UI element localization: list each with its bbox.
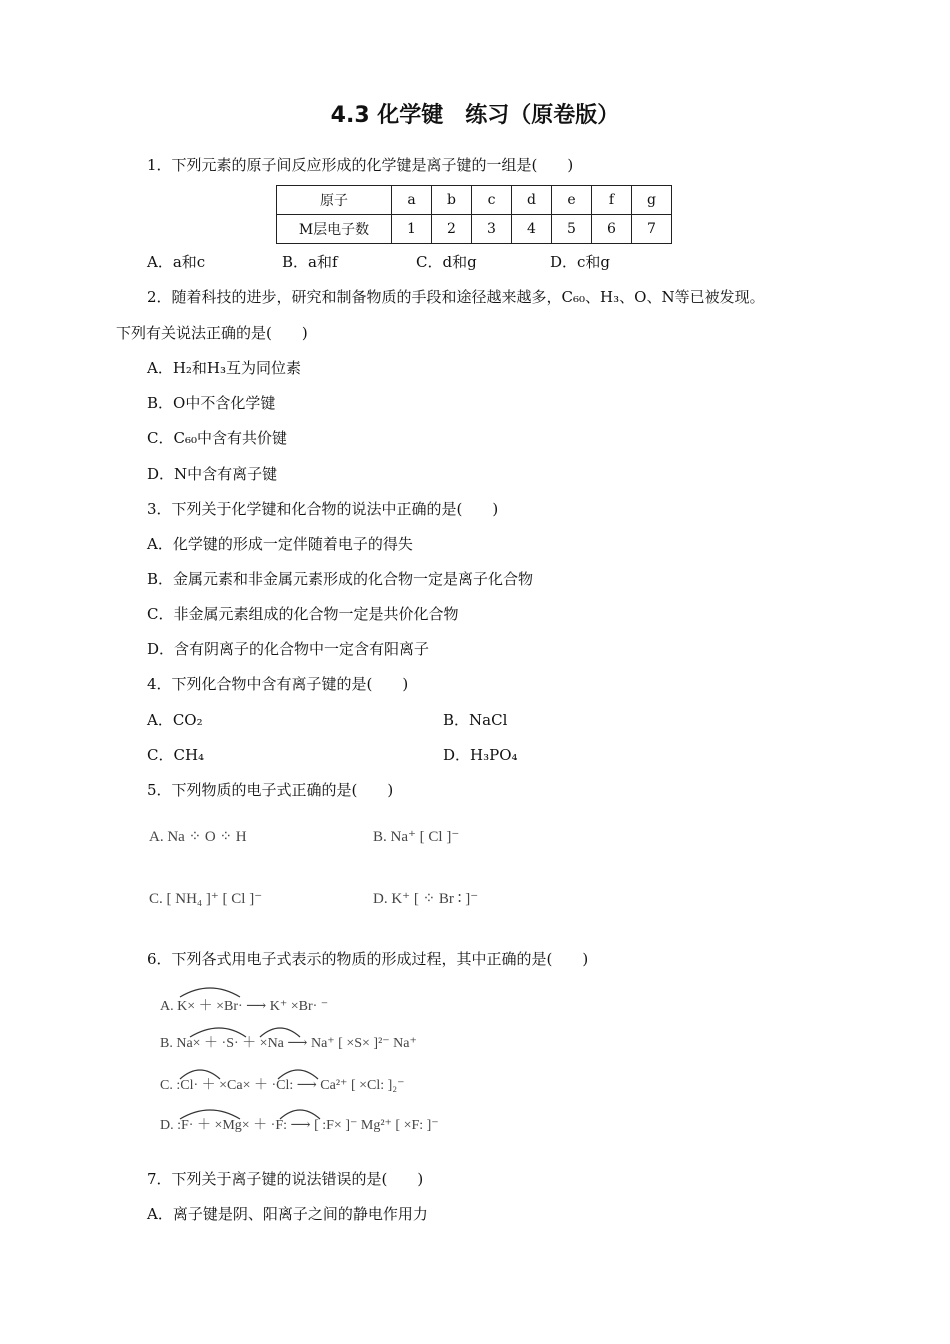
q3-option-b: B．金属元素和非金属元素形成的化合物一定是离子化合物 <box>147 570 534 588</box>
q2-option-b: B．O中不含化学键 <box>147 394 276 412</box>
table-cell: 3 <box>472 215 512 244</box>
q5-option-b-formula: B. Na⁺ [ Cl ]⁻ <box>373 829 460 845</box>
q5-option-a-formula: A. Na ⁘ O ⁘ H <box>149 829 247 845</box>
table-cell: M层电子数 <box>277 215 392 244</box>
table-cell: 1 <box>392 215 432 244</box>
q5-stem: 5．下列物质的电子式正确的是( ) <box>147 781 394 799</box>
q7-stem: 7．下列关于离子键的说法错误的是( ) <box>147 1170 424 1188</box>
m-shell-electron-table <box>276 185 672 244</box>
table-cell: c <box>472 186 512 215</box>
table-cell: e <box>552 186 592 215</box>
q1-option-c: C．d和g <box>416 253 477 271</box>
q1-option-b: B．a和f <box>282 253 338 271</box>
q4-option-d: D．H₃PO₄ <box>443 746 518 764</box>
q2-option-c: C．C₆₀中含有共价键 <box>147 429 287 447</box>
q2-option-a: A．H₂和H₃互为同位素 <box>147 359 302 377</box>
q5-option-c-formula: C. [ NH₄ ]⁺ [ Cl ]⁻ <box>149 891 263 907</box>
q2-stem-line1: 2．随着科技的进步，研究和制备物质的手段和途径越来越多，C₆₀、H₃、O、N等已被发现。 <box>147 288 765 306</box>
q4-option-b: B．NaCl <box>443 711 508 729</box>
table-cell: 7 <box>632 215 672 244</box>
table-cell: f <box>592 186 632 215</box>
table-header-row <box>277 186 672 215</box>
q6-option-c-process: C. :Cl· ＋ ×Ca× ＋ ·Cl: ⟶ Ca²⁺ [ ×Cl: ]₂⁻ <box>160 1078 405 1093</box>
q6-option-b-process: B. Na× ＋ ·S· ＋ ×Na ⟶ Na⁺ [ ×S× ]²⁻ Na⁺ <box>160 1036 417 1051</box>
q4-stem: 4．下列化合物中含有离子键的是( ) <box>147 675 409 693</box>
table-cell: 2 <box>432 215 472 244</box>
q2-stem-line2: 下列有关说法正确的是( ) <box>116 324 308 342</box>
q6-formation-figure <box>150 985 510 1135</box>
page-title: 4.3 化学键 练习（原卷版） <box>330 103 620 128</box>
q3-option-d: D．含有阴离子的化合物中一定含有阳离子 <box>147 640 430 658</box>
q1-option-d: D．c和g <box>550 253 611 271</box>
q6-option-d-process: D. :F· ＋ ×Mg× ＋ ·F: ⟶ [ :F× ]⁻ Mg²⁺ [ ×F: ]⁻ <box>160 1118 439 1133</box>
table-cell: a <box>392 186 432 215</box>
q3-option-c: C．非金属元素组成的化合物一定是共价化合物 <box>147 605 459 623</box>
q4-option-c: C．CH₄ <box>147 746 205 764</box>
table-cell: 4 <box>512 215 552 244</box>
table-cell: g <box>632 186 672 215</box>
q7-option-a: A．离子键是阴、阳离子之间的静电作用力 <box>147 1205 428 1223</box>
q3-option-a: A．化学键的形成一定伴随着电子的得失 <box>147 535 413 553</box>
table-cell: 5 <box>552 215 592 244</box>
table-cell: d <box>512 186 552 215</box>
q1-stem: 1．下列元素的原子间反应形成的化学键是离子键的一组是( ) <box>147 156 574 174</box>
q6-stem: 6．下列各式用电子式表示的物质的形成过程，其中正确的是( ) <box>147 950 589 968</box>
table-cell: b <box>432 186 472 215</box>
table-cell: 原子 <box>277 186 392 215</box>
q6-option-a-process: A. K× ＋ ×Br· ⟶ K⁺ ×Br· ⁻ <box>160 999 329 1014</box>
q3-stem: 3．下列关于化学键和化合物的说法中正确的是( ) <box>147 500 499 518</box>
q1-option-a: A．a和c <box>147 253 206 271</box>
q4-option-a: A．CO₂ <box>147 711 203 729</box>
q2-option-d: D．N中含有离子键 <box>147 465 278 483</box>
q5-option-d-formula: D. K⁺ [ ⁘ Br ∶ ]⁻ <box>373 891 479 907</box>
table-row <box>277 215 672 244</box>
table-cell: 6 <box>592 215 632 244</box>
